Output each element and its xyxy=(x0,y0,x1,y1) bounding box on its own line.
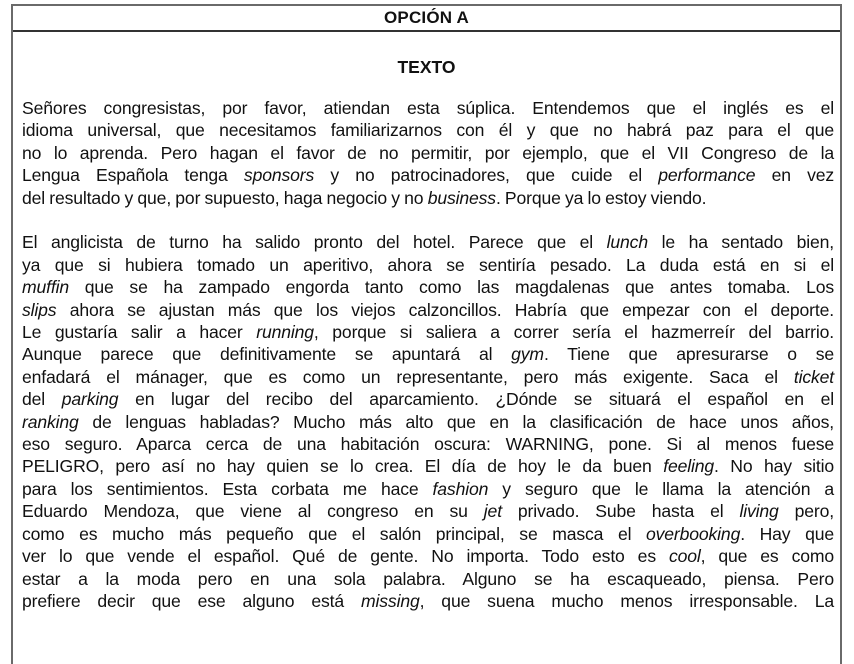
text-run: ahora se ajustan más que los viejos calzoncillos. Habría que empezar con el deporte. xyxy=(56,299,834,320)
text-run: idioma universal, que necesitamos familiarizarnos con él y que no habrá paz para el que xyxy=(22,120,834,141)
anglicism-term: sponsors xyxy=(243,165,315,186)
anglicism-term: gym xyxy=(511,344,544,365)
text-line xyxy=(22,388,834,410)
option-header: OPCIÓN A xyxy=(13,6,840,32)
text-run: . No hay sitio xyxy=(714,456,834,477)
anglicism-term: muffin xyxy=(22,277,70,298)
text-run: pero, xyxy=(778,501,834,522)
text-run: para los sentimientos. Esta corbata me hace xyxy=(22,478,433,499)
text-run: de lenguas habladas? Mucho más alto que en la clasificación de hace unos años, xyxy=(78,411,834,432)
text-run: Señores congresistas, por favor, atiendan esta súplica. Entendemos que el inglés es el xyxy=(22,98,834,118)
text-line xyxy=(22,433,834,455)
anglicism-term: running xyxy=(256,322,314,343)
text-line xyxy=(22,366,834,388)
text-line xyxy=(22,568,834,590)
text-run: prefiere decir que ese alguno está xyxy=(22,590,362,611)
anglicism-term: slips xyxy=(22,299,57,320)
text-run: . Tiene que apresurarse o se xyxy=(543,344,834,365)
text-run: estar a la moda pero en una sola palabra. Alguno se ha escaqueado, piensa. Pero xyxy=(22,568,834,589)
text-run: Aunque parece que definitivamente se apuntará al xyxy=(22,344,512,365)
text-run: PELIGRO, pero así no hay quien se lo crea. El día de hoy le da buen xyxy=(22,456,664,477)
body-text xyxy=(22,97,834,612)
text-line xyxy=(22,343,834,365)
anglicism-term: missing xyxy=(361,590,420,611)
anglicism-term: ranking xyxy=(22,411,79,432)
text-line xyxy=(22,478,834,500)
text-line xyxy=(22,187,834,209)
anglicism-term: ticket xyxy=(793,366,834,387)
text-line xyxy=(22,545,834,567)
text-line xyxy=(22,142,834,164)
anglicism-term: jet xyxy=(483,501,502,522)
text-run: . Porque ya lo estoy viendo. xyxy=(495,187,707,208)
text-line xyxy=(22,523,834,545)
text-line xyxy=(22,231,834,253)
text-line xyxy=(22,590,834,612)
text-run: privado. Sube hasta el xyxy=(501,501,740,522)
paragraph-2 xyxy=(22,231,834,612)
text-line xyxy=(22,164,834,186)
text-run: en lugar del recibo del aparcamiento. ¿Dónde se situará el español en el xyxy=(118,389,834,410)
anglicism-term: business xyxy=(427,187,496,208)
text-run: ver lo que vende el español. Qué de gente. No importa. Todo esto es xyxy=(22,546,669,567)
text-run: del xyxy=(22,389,62,410)
text-line xyxy=(22,276,834,298)
text-run: , porque si saliera a correr sería el hazmerreír del barrio. xyxy=(313,322,834,343)
text-run: enfadará el mánager, que es como un representante, pero más exigente. Saca el xyxy=(22,366,794,387)
option-a-frame xyxy=(11,4,842,664)
text-run: , que suena mucho menos irresponsable. La xyxy=(419,590,834,611)
text-line xyxy=(22,299,834,321)
anglicism-term: performance xyxy=(658,165,756,186)
text-run: no lo aprenda. Pero hagan el favor de no permitir, por ejemplo, que el VII Congreso de la xyxy=(22,142,834,163)
text-run: ya que si hubiera tomado un aperitivo, ahora se sentiría pesado. La duda está en si el xyxy=(22,254,834,275)
text-run: como es mucho más pequeño que el salón principal, se masca el xyxy=(22,523,646,544)
section-title: TEXTO xyxy=(397,57,456,77)
anglicism-term: parking xyxy=(61,389,119,410)
text-run: Lengua Española tenga xyxy=(22,165,244,186)
anglicism-term: overbooking xyxy=(646,523,741,544)
text-line xyxy=(22,500,834,522)
text-line xyxy=(22,455,834,477)
text-run: eso seguro. Aparca cerca de una habitación oscura: WARNING, pone. Si al menos fuese xyxy=(22,434,834,455)
text-line xyxy=(22,321,834,343)
text-run: Eduardo Mendoza, que viene al congreso en su xyxy=(22,501,484,522)
text-run: del resultado y que, por supuesto, haga negocio y no xyxy=(22,187,428,208)
paragraph-1 xyxy=(22,97,834,209)
text-line xyxy=(22,97,834,119)
anglicism-term: living xyxy=(739,501,779,522)
anglicism-term: lunch xyxy=(606,232,648,253)
anglicism-term: fashion xyxy=(432,478,489,499)
text-line xyxy=(22,411,834,433)
text-run: en vez xyxy=(755,165,835,186)
text-line xyxy=(22,119,834,141)
anglicism-term: feeling xyxy=(663,456,715,477)
text-run: . Hay que xyxy=(740,523,834,544)
text-run: , que es como xyxy=(700,546,834,567)
text-run: le ha sentado bien, xyxy=(647,232,834,253)
text-line xyxy=(22,254,834,276)
text-run: y no patrocinadores, que cuide el xyxy=(314,165,659,186)
text-run: Le gustaría salir a hacer xyxy=(22,322,257,343)
text-run: y seguro que le llama la atención a xyxy=(488,478,834,499)
anglicism-term: cool xyxy=(668,546,701,567)
text-run: que se ha zampado engorda tanto como las magdalenas que antes tomaba. Los xyxy=(69,277,834,298)
text-run: El anglicista de turno ha salido pronto del hotel. Parece que el xyxy=(22,232,607,253)
